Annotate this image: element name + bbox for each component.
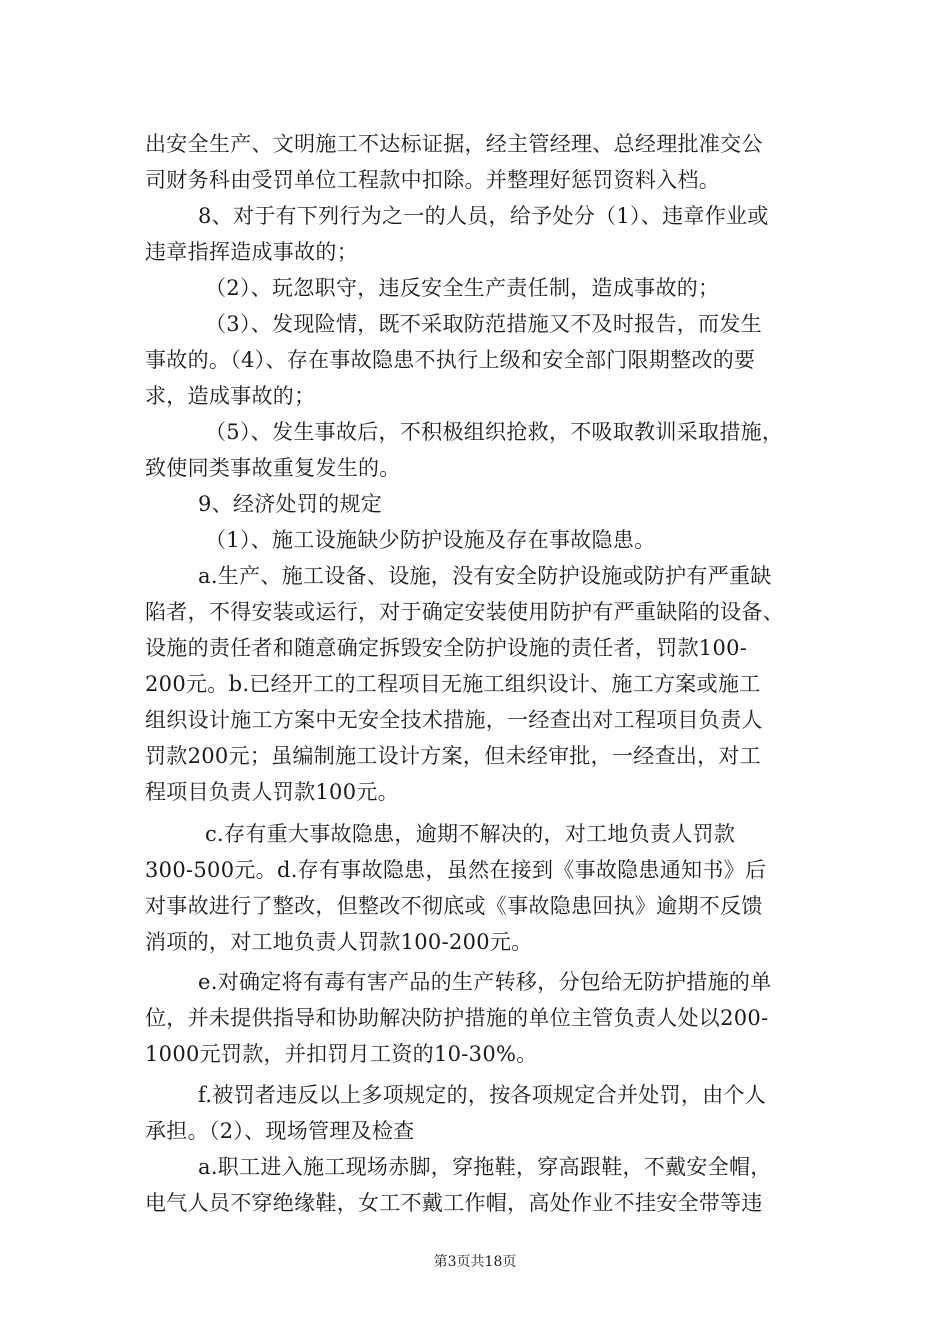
text-line: 位，并未提供指导和协助解决防护措施的单位主管负责人处以200- xyxy=(145,1006,769,1030)
text-line: 承担。（2）、现场管理及检查 xyxy=(145,1119,415,1143)
text-line: 1000元罚款，并扣罚月工资的10-30%。 xyxy=(145,1042,538,1066)
text-line: （1）、施工设施缺少防护设施及存在事故隐患。 xyxy=(205,528,656,552)
text-line: a.生产、施工设备、设施，没有安全防护设施或防护有严重缺 xyxy=(198,564,772,588)
text-line: e.对确定将有毒有害产品的生产转移，分包给无防护措施的单 xyxy=(198,970,772,994)
text-line: 违章指挥造成事故的； xyxy=(145,240,358,264)
text-line: （3）、发现险情，既不采取防范措施又不及时报告，而发生 xyxy=(205,312,762,336)
text-line: 消项的，对工地负责人罚款100-200元。 xyxy=(145,930,533,954)
page-number-footer: 第3页共18页 xyxy=(433,1254,517,1270)
text-line: （2）、玩忽职守，违反安全生产责任制，造成事故的； xyxy=(205,276,720,300)
text-line: 陷者，不得安装或运行，对于确定安装使用防护有严重缺陷的设备、 xyxy=(145,600,784,624)
text-line: 8、对于有下列行为之一的人员，给予处分（1）、违章作业或 xyxy=(198,204,769,228)
text-line: c.存有重大事故隐患，逾期不解决的，对工地负责人罚款 xyxy=(205,822,736,846)
text-line: 程项目负责人罚款100元。 xyxy=(145,780,399,804)
text-line: a.职工进入施工现场赤脚，穿拖鞋，穿高跟鞋，不戴安全帽， xyxy=(198,1155,772,1179)
text-line: 组织设计施工方案中无安全技术措施，一经查出对工程项目负责人 xyxy=(145,708,763,732)
text-line: 致使同类事故重复发生的。 xyxy=(145,456,401,480)
text-line: 电气人员不穿绝缘鞋，女工不戴工作帽，高处作业不挂安全带等违 xyxy=(145,1191,763,1215)
text-line: 9、经济处罚的规定 xyxy=(198,492,383,516)
text-line: 出安全生产、文明施工不达标证据，经主管经理、总经理批准交公 xyxy=(145,132,763,156)
text-line: 求，造成事故的； xyxy=(145,384,316,408)
text-line: （5）、发生事故后，不积极组织抢救，不吸取教训采取措施， xyxy=(205,420,784,444)
text-line: 300-500元。d.存有事故隐患，虽然在接到《事故隐患通知书》后 xyxy=(145,858,767,882)
text-line: 司财务科由受罚单位工程款中扣除。并整理好惩罚资料入档。 xyxy=(145,168,721,192)
text-line: 200元。b.已经开工的工程项目无施工组织设计、施工方案或施工 xyxy=(145,672,761,696)
text-line: 事故的。（4）、存在事故隐患不执行上级和安全部门限期整改的要 xyxy=(145,348,756,372)
text-line: f.被罚者违反以上多项规定的，按各项规定合并处罚，由个人 xyxy=(198,1083,767,1107)
text-line: 罚款200元；虽编制施工设计方案，但未经审批，一经查出，对工 xyxy=(145,744,762,768)
text-line: 对事故进行了整改，但整改不彻底或《事故隐患回执》逾期不反馈 xyxy=(145,894,763,918)
text-line: 设施的责任者和随意确定拆毁安全防护设施的责任者，罚款100- xyxy=(145,636,748,660)
